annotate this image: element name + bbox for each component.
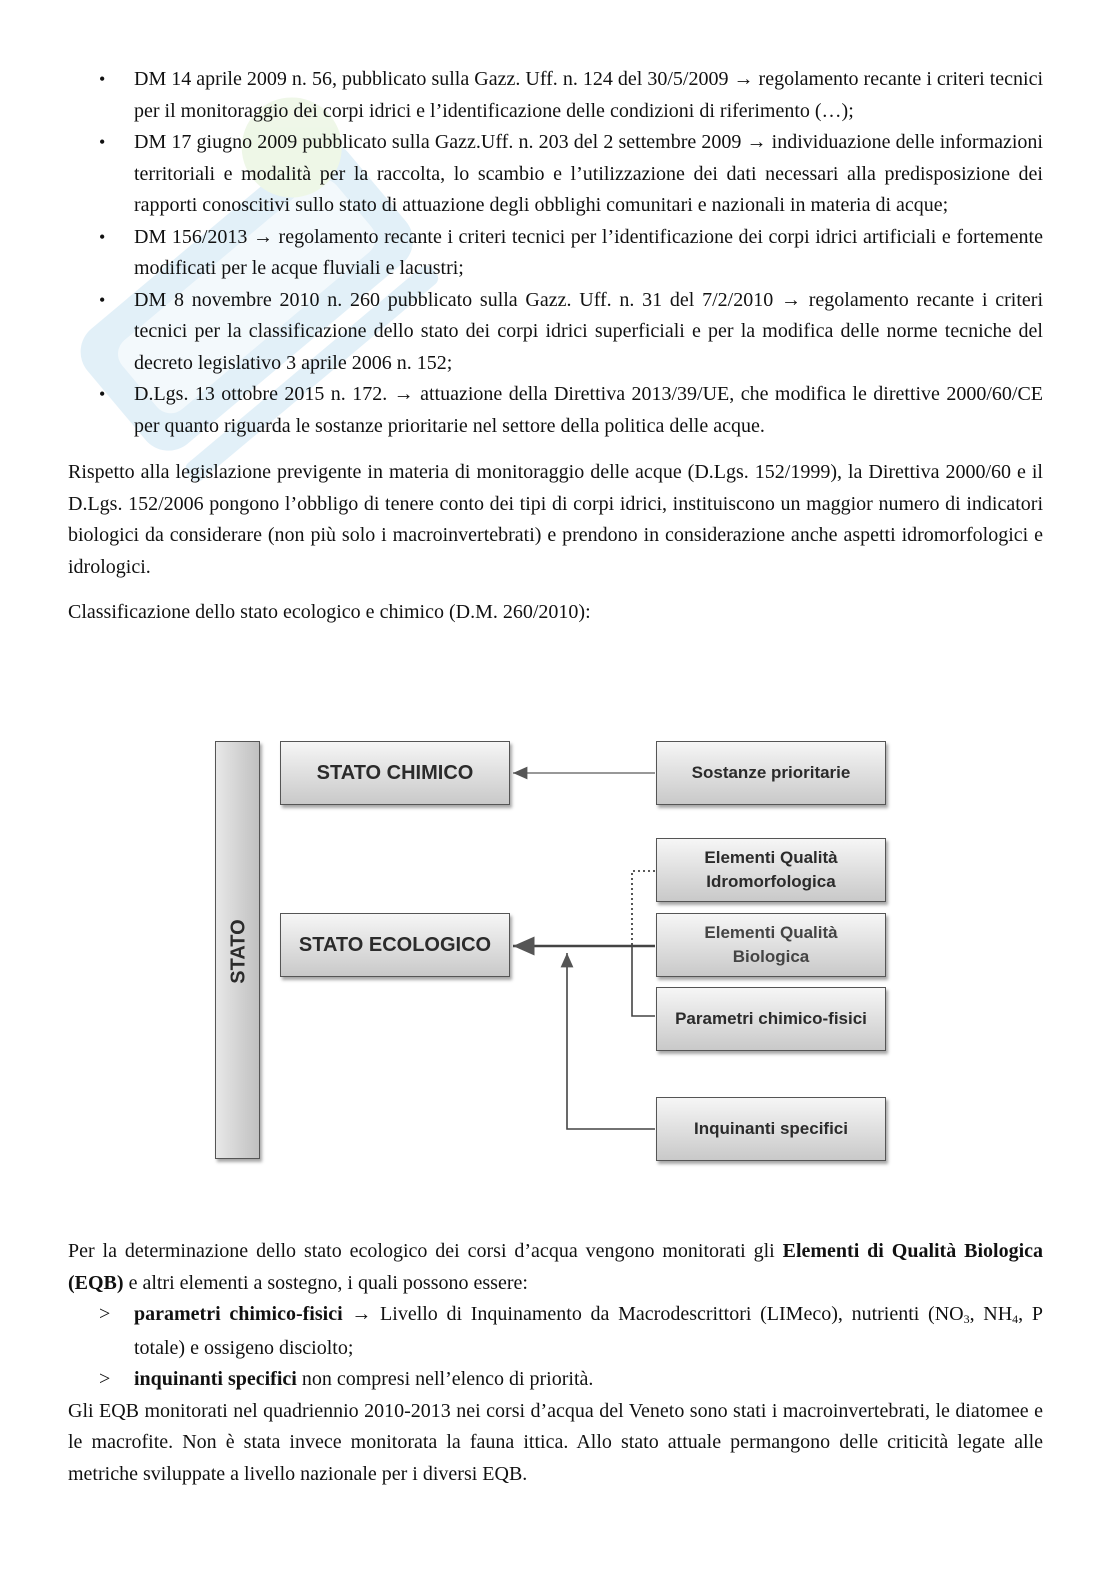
elementi-idromorfologica-box: Elementi Qualità Idromorfologica bbox=[656, 838, 886, 902]
list-item: • DM 17 giugno 2009 pubblicato sulla Gazz.Uff. n. 203 del 2 settembre 2009 → individuazione delle informazioni territoriali e modalità per la raccolta, lo scambio e l’utilizzazione dei dati necessari alla predisposizione dei rapporti conoscitivi sullo stato di attuazione degli obblighi comunitari e nazionali in materia di acque; bbox=[68, 127, 1043, 222]
inquinanti-specifici-box: Inquinanti specifici bbox=[656, 1097, 886, 1161]
parametri-chimico-fisici-box: Parametri chimico-fisici bbox=[656, 987, 886, 1051]
paragraph-eqb-intro: Per la determinazione dello stato ecologico dei corsi d’acqua vengono monitorati gli Elementi di Qualità Biologica (EQB) e altri elementi a sostegno, i quali possono essere: bbox=[68, 1240, 1044, 1294]
paragraph-legislation: Rispetto alla legislazione previgente in materia di monitoraggio delle acque (D.Lgs. 152/1999), la Direttiva 2000/60 e il D.Lgs. 152/2006 pongono l’obbligo di tenere conto dei tipi di corpi idrici, instituiscono un maggior numero di indicatori biologici da considerare (non più solo i macroinvertebrati) e prendono in considerazione anche aspetti idromorfologici e idrologici. bbox=[68, 461, 1043, 578]
stato-label: STATO bbox=[227, 918, 250, 984]
stato-ecologico-box: STATO ECOLOGICO bbox=[280, 913, 510, 977]
arrow-inquinanti bbox=[567, 953, 655, 1129]
list-item: • DM 156/2013 → regolamento recante i criteri tecnici per l’identificazione dei corpi idrici artificiali e fortemente modificati per le acque fluviali e lacustri; bbox=[68, 222, 1043, 285]
dotted-connector-idromorf bbox=[632, 871, 655, 946]
paragraph-eqb-monitoring: Gli EQB monitorati nel quadriennio 2010-2013 nei corsi d’acqua del Veneto sono stati i macroinvertebrati, le diatomee e le macrofite. Non è stata invece monitorata la fauna ittica. Allo stato attuale permangono delle criticità legate alle metriche sviluppate a livello nazionale per i diversi EQB. bbox=[68, 1399, 1043, 1485]
list-item: • DM 14 aprile 2009 n. 56, pubblicato sulla Gazz. Uff. n. 124 del 30/5/2009 → regolamento recante i criteri tecnici per il monitoraggio dei corpi idrici e l’identificazione delle condizioni di riferimento (…); bbox=[68, 64, 1043, 127]
support-elements-list bbox=[68, 1299, 1043, 1396]
list-item: > inquinanti specifici non compresi nell’elenco di priorità. bbox=[99, 1368, 594, 1390]
connector-chimico-fisici bbox=[632, 946, 655, 1016]
list-item: • D.Lgs. 13 ottobre 2015 n. 172. → attuazione della Direttiva 2013/39/UE, che modifica le direttive 2000/60/CE per quanto riguarda le sostanze prioritarie nel settore della politica delle acque. bbox=[68, 379, 1043, 442]
classification-diagram bbox=[205, 731, 905, 1171]
elementi-biologica-box: Elementi Qualità Biologica bbox=[656, 913, 886, 977]
document-lower-section bbox=[68, 1236, 1043, 1490]
list-item: > parametri chimico-fisici → Livello di Inquinamento da Macrodescrittori (LIMeco), nutrienti ($NO_3$, $NH_4$, P totale) e ossigeno disciolto; bbox=[99, 1303, 1043, 1359]
document-page bbox=[68, 64, 1043, 629]
sostanze-prioritarie-box: Sostanze prioritarie bbox=[656, 741, 886, 805]
stato-chimico-box: STATO CHIMICO bbox=[280, 741, 510, 805]
paragraph-classification-caption: Classificazione dello stato ecologico e chimico (D.M. 260/2010): bbox=[68, 601, 591, 623]
list-item: • DM 8 novembre 2010 n. 260 pubblicato sulla Gazz. Uff. n. 31 del 7/2/2010 → regolamento recante i criteri tecnici per la classificazione dello stato dei corpi idrici superficiali e per la modifica delle norme tecniche del decreto legislativo 3 aprile 2006 n. 152; bbox=[68, 285, 1043, 380]
decree-list bbox=[68, 64, 1043, 442]
